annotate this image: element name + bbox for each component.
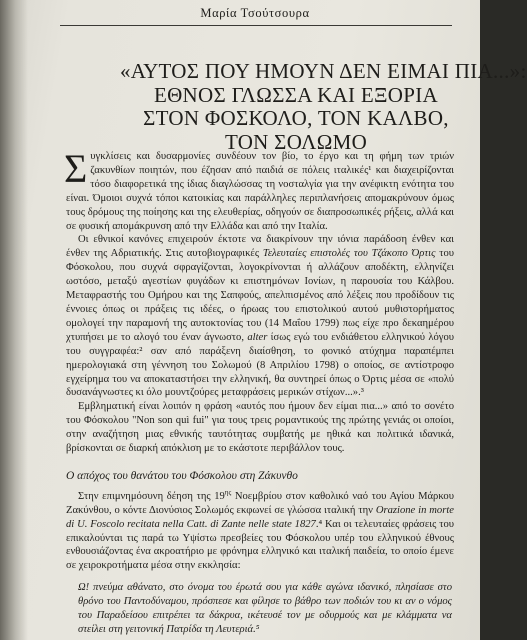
book-gutter-shadow xyxy=(0,0,28,640)
title-line: «ΑΥΤΟΣ ΠΟΥ ΗΜΟΥΝ ΔΕΝ ΕΙΜΑΙ ΠΙΑ...»: xyxy=(120,59,527,83)
paragraph-1 xyxy=(64,146,454,233)
title-line: ΤΟΝ ΣΟΛΩΜΟ xyxy=(224,129,368,154)
alter-italic: alter xyxy=(247,331,268,343)
body-text xyxy=(64,146,455,637)
chapter-title xyxy=(120,59,527,154)
paragraph-2-text-a: Οι εθνικοί κανόνες επιχειρούν έκτοτε να διακρίνουν την ιόνια παράδοση ένθεν και ένθεν της Αδριατικής. Στις αυτοβιογραφικές xyxy=(66,234,454,260)
oration-title-italic: Orazione in morte di U. Foscolo recitata nella Catt. di Zante nelle state 1827 xyxy=(66,504,454,530)
paragraph-4-text-c: .⁴ Και οι τελευταίες φράσεις του επικαλούνται τις παρά τω Υψίστω πρεσβείες του Φόσκολου υπέρ του ελληνικού έθνους ενθουσιάζοντας ένα ακροατήριο με φρόνημα ελληνικό και ιταλική παιδεία, το οποίο έμενε σε χειροκροτήματα μέσα στην εκκλησία: xyxy=(66,518,454,572)
paragraph-4-text-b: Νοεμβρίου στον καθολικό ναό του Αγίου Μάρκου Ζακύνθου, ο κόντε Διονύσιος Σολωμός εκφωνεί σε γλώσσα ιταλική την xyxy=(66,490,454,516)
paragraph-3: Εμβληματική είναι λοιπόν η φράση «αυτός που ήμουν δεν είμαι πια...» από το σονέτο του Φόσκολου "Non son quì fui" για τους τρεις ρομαντικούς της πρώτης γενιάς οι οποίοι, στην αναζήτηση μιας εθνικής ταυτότητας συμβατής με ηθικά και πολιτικά ιδανικά, βρίσκονται σε διαρκή απόκλιση με το εκάστοτε περιβάλλον τους. xyxy=(66,401,454,455)
paragraph-2 xyxy=(66,233,454,400)
title-line: ΕΘΝΟΣ ΓΛΩΣΣΑ ΚΑΙ ΕΞΟΡΙΑ xyxy=(153,82,439,107)
title-line: ΣΤΟΝ ΦΟΣΚΟΛΟ, ΤΟΝ ΚΑΛΒΟ, xyxy=(143,106,449,130)
header-rule xyxy=(60,25,452,26)
paragraph-1-text: υγκλίσεις και δυσαρμονίες συνδέουν τον βίο, το έργο και τη φήμη των τριών ζακυνθίων ποιητών, που έζησαν από παιδιά σε πόλεις ιταλικές¹ και διαχειρίζονται τόσο διαφορετικά της ίδιας διαγλώσσας τη νοσταλγία για την ανέφικτη ενότητα του είναι. Όμοιοι συχνά τόποι κατοικίας και παράλληλες περιπλανήσεις απομακρύνουν όμως τους δρόμους της ποίησης και της ελευθερίας, οδηγούν σε διαπροσωπικές ρήξεις, αλλά και σε φυσική απομάκρυνση από την Ελλάδα και από την Ιταλία. xyxy=(66,151,454,232)
drop-cap: Σ xyxy=(64,146,88,191)
paragraph-4-text-a: Στην επιμνημόσυνη δέηση της 19 xyxy=(78,490,225,502)
running-head: Μαρία Τσούτσουρα xyxy=(200,6,310,20)
section-heading: Ο απόχος του θανάτου του Φόσκολου στη Ζάκυνθο xyxy=(66,469,298,482)
ordinal-superscript: ης xyxy=(224,488,232,497)
paragraph-2-text-c: ίσως εγώ του ενδιάθετου ελληνικού λόγου του συγγραφέα:² σαν από παράξενη διαίσθηση, το φονικό ατύχημα παραπέμπει ημερολογιακά στη γέννηση του Σολωμού (8 Απριλίου 1798) ο οποίος, σε αντίστροφο εγχείρημα του να αποκαταστήσει την ελληνική, θα συντηρεί όπως ο Όρτις μέσα σε «πολύ δυσανάγνωστες κι όλο μουντζούρες μεταφράσεις μερικών στίχων...».³ xyxy=(66,331,454,399)
paragraph-2-text-b: του Φόσκολου, που συχνά σφραγίζονται, λογοκρίνονται ή αλλάζουν αποδέκτη, ελληνίζει ωστόσο, μεταξύ αγεστίων φυγάδων κι επιστημόνων Ιονίων, η παρουσία του Κάλβου. Μεταφραστής του Ομήρου και της Σαπφούς, απελπισμένος από λέξεις που προδίδουν τις έννοιες όπως οι πράξεις τις ιδέες, ο ήρωας του επιστολικού αυτού μυθιστορήματος ομολογεί την παραμονή της αυτοκτονίας του (14 Μαΐου 1799) πως είχε προ δεκαημέρου χτυπήσει με το αλογό του έναν άγνωστο, xyxy=(66,248,455,343)
letters-title-italic: Τελευταίες επιστολές του Τζάκοπο Όρτις xyxy=(262,248,436,260)
block-quote: Ω! πνεύμα αθάνατο, στο όνομα του έρωτά σου για κάθε αγώνα ιδανικό, πλησίασε στο θρόνο του Παντοδύναμου, πρόσπεσε και φίλησε το βάθρο των ποδιών του κι αν ο νόμος του Παραδείσου επιτρέπει τα δάκρυα, ικέτευσέ τον με οδυρμούς και με κλάμματα να στείλει στη γειτονική Πατρίδα τη Λευτεριά.⁵ xyxy=(78,582,452,635)
paragraph-4 xyxy=(66,490,454,573)
